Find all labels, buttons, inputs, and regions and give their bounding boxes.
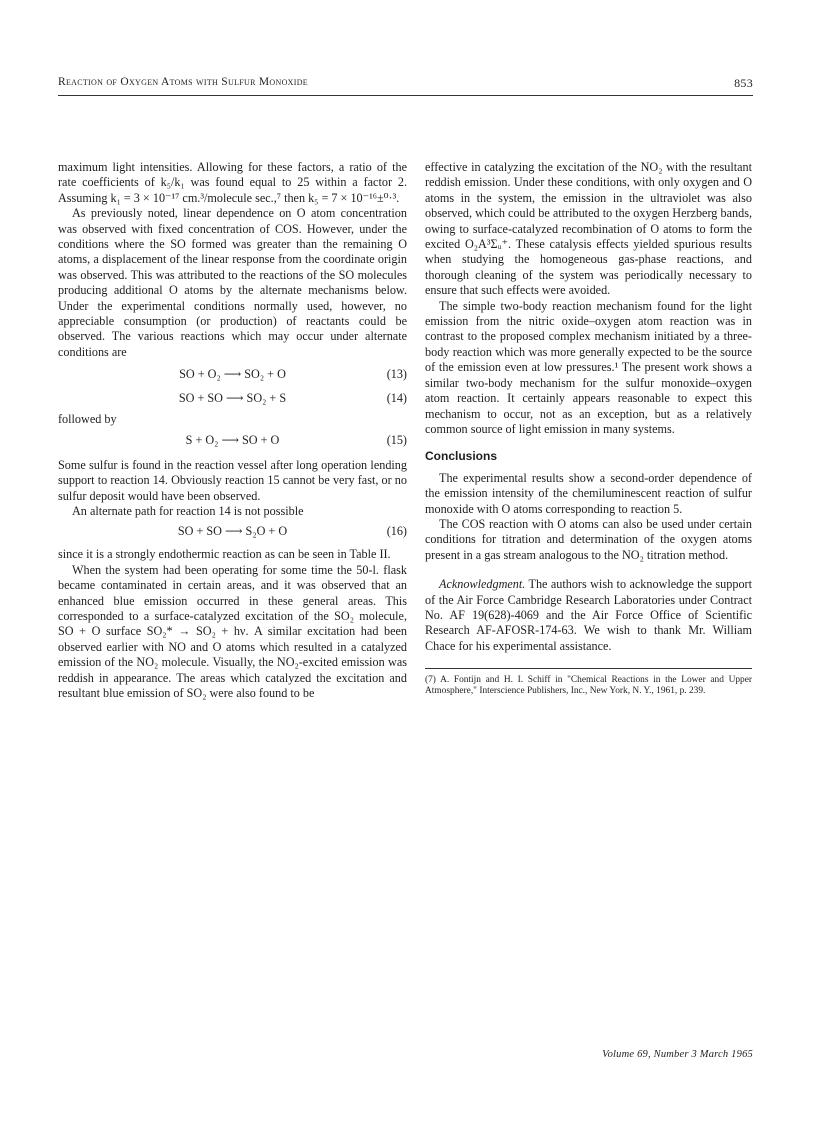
equation-15-number: (15) (386, 432, 407, 447)
left-paragraph-4: An alternate path for reaction 14 is not possible (72, 503, 304, 518)
equation-15 (58, 430, 407, 452)
equation-15-expression: S + O₂ ⟶ SO + O (185, 432, 280, 447)
acknowledgment-paragraph (425, 577, 752, 654)
left-paragraph-6: When the system had been operating for some time the 50-l. flask became contaminated in certain areas, and it was observed that an enhanced blue emission occurred in these general areas. This corresponded to a surface-catalyzed excitation of the SO₂ molecule, SO + O surface SO₂* → SO₂ + hν. A similar excitation had been observed earlier with NO and O atoms which resulted in a catalyzed emission of the NO₂ molecule. Visually, the NO₂-excited emission was reddish in appearance. The areas which catalyzed the excitation and resultant blue emission of SO₂ were also found to be (58, 562, 407, 700)
equation-14-expression: SO + SO ⟶ SO₂ + S (178, 391, 287, 406)
equation-13-expression: SO + O₂ ⟶ SO₂ + O (179, 367, 286, 382)
journal-issue-footer: Volume 69, Number 3 March 1965 (602, 1049, 753, 1060)
equation-13 (58, 364, 407, 386)
left-paragraph-3: Some sulfur is found in the reaction vessel after long operation lending support to reaction 14. Obviously reaction 15 cannot be very fast, or no sulfur deposit would have been observed. (58, 457, 407, 503)
running-title: Reaction of Oxygen Atoms with Sulfur Monoxide (58, 76, 308, 88)
right-paragraph-1: effective in catalyzing the excitation of the NO₂ with the resultant reddish emission. Under these conditions, with only oxygen and O atoms in the system, the emission in the ultraviolet was also observed, which could be attributed to the oxygen Herzberg bands, owing to surface-catalyzed recombination of O atoms to form the excited O₂A³Σᵤ⁺. These catalysis effects yielded spurious results when studying the homogeneous gas-phase reactions, and thorough cleaning of the system was periodically necessary to ensure that such effects were avoided. (425, 160, 752, 298)
followed-by-text: followed by (58, 412, 117, 427)
conclusions-paragraph-2: The COS reaction with O atoms can also be used under certain conditions for titration and determination of the oxygen atoms present in a gas stream analogous to the NO₂ titration method. (425, 516, 752, 562)
left-paragraph-1: maximum light intensities. Allowing for these factors, a ratio of the rate coefficients of k₅/k₁ was found equal to 25 within a factor 2. Assuming k₁ = 3 × 10⁻¹⁷ cm.³/molecule sec.,⁷ then k₅ = 7 × 10⁻¹⁶±⁰·³. (58, 160, 407, 205)
right-paragraph-2: The simple two-body reaction mechanism found for the light emission from the nitric oxide–oxygen atom reaction was in contrast to the proposed complex mechanism initiated by a three-body reaction which was more generally expected to be the source of the emission even at low pressures.¹ The present work shows a similar two-body mechanism for the sulfur monoxide–oxygen atom reaction. It certainly appears reasonable to expect this mechanism to occur, not as an exception, but as a relatively common source of light emission in many systems. (425, 298, 752, 436)
running-head (58, 76, 753, 96)
acknowledgment-label: Acknowledgment. (439, 577, 526, 592)
page-number: 853 (734, 76, 753, 90)
header-rule (58, 95, 753, 96)
equation-14-number: (14) (386, 391, 407, 406)
equation-14 (58, 388, 407, 410)
footnote-rule (425, 668, 752, 669)
acknowledgment-text: The authors wish to acknowledge the support of the Air Force Cambridge Research Laboratories under Contract No. AF 19(628)-4069 and the Air Force Office of Scientific Research AF-AFOSR-174-63. We wish to thank Mr. William Chace for his experimental assistance. (425, 577, 752, 653)
equation-16-expression: SO + SO ⟶ S₂O + O (177, 524, 288, 539)
footnote-7: (7) A. Fontijn and H. I. Schiff in "Chemical Reactions in the Lower and Upper Atmosphere," Interscience Publishers, Inc., New York, N. Y., 1961, p. 239. (425, 675, 752, 697)
right-column (425, 160, 752, 698)
equation-13-number: (13) (386, 367, 407, 382)
equation-16-number: (16) (386, 524, 407, 539)
left-column (58, 160, 407, 701)
left-paragraph-5: since it is a strongly endothermic reaction as can be seen in Table II. (58, 547, 391, 562)
equation-16 (58, 521, 407, 543)
conclusions-heading: Conclusions (425, 449, 498, 464)
left-paragraph-2: As previously noted, linear dependence on O atom concentration was observed with fixed concentration of COS. However, under the conditions where the SO formed was greater than the remaining O atoms, a displacement of the linear response from the coordinate origin was observed. This was attributed to the reactions of the SO molecules producing additional O atoms by the alternate mechanisms below. Under the experimental conditions normally used, however, no appreciable consumption (or production) of reactants could be observed. The various reactions which may occur under alternate conditions are (58, 206, 407, 359)
conclusions-paragraph-1: The experimental results show a second-order dependence of the emission intensity of the chemiluminescent reaction of sulfur monoxide with O atoms corresponding to reaction 5. (425, 470, 752, 516)
